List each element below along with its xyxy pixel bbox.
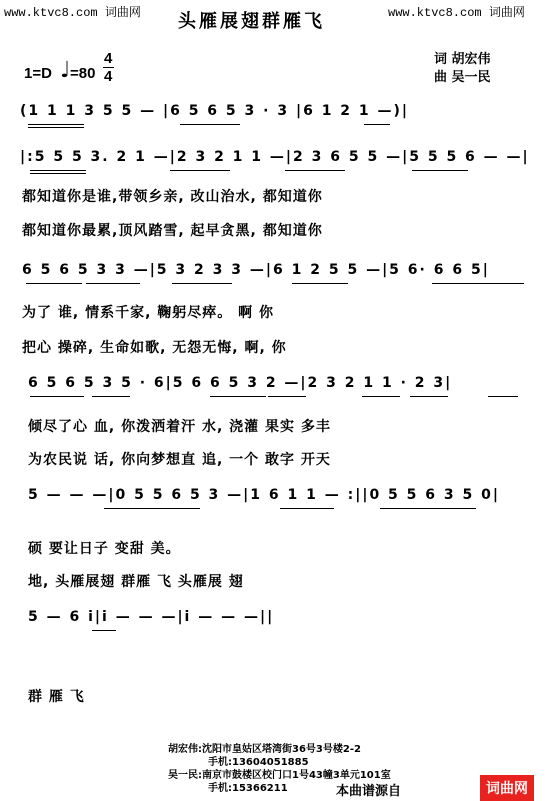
score-row-6: 5 — 6 i|i — — —|i — — —|| bbox=[28, 609, 275, 625]
composer-credit: 曲 吴一民 bbox=[434, 70, 491, 85]
lyrics-verse2-line4: 地, 头雁展翅 群雁 飞 头雁展 翅 bbox=[28, 574, 244, 590]
site-url-right: www.ktvc8.com 词曲网 bbox=[388, 6, 525, 20]
site-url-left: www.ktvc8.com 词曲网 bbox=[4, 6, 141, 20]
lyrics-verse1-line4: 硕 要让日子 变甜 美。 bbox=[28, 541, 181, 557]
contact-composer-phone: 手机:15366211 bbox=[208, 783, 288, 794]
lyrics-verse2-line3: 为农民说 话, 你向梦想直 追, 一个 敢字 开天 bbox=[28, 452, 331, 468]
brand-logo: 词曲网 bbox=[480, 775, 534, 801]
lyrics-verse2-line1: 都知道你最累,顶风踏雪, 起早贪黑, 都知道你 bbox=[22, 223, 323, 239]
lyrics-final-line: 群 雁 飞 bbox=[28, 689, 85, 705]
contact-composer: 吴一民:南京市鼓楼区校门口1号43幢3单元101室 bbox=[168, 770, 391, 781]
song-title: 头雁展翅群雁飞 bbox=[178, 11, 325, 32]
time-signature-bottom: 4 bbox=[104, 68, 113, 85]
lyrics-verse2-line2: 把心 操碎, 生命如歌, 无怨无悔, 啊, 你 bbox=[22, 340, 287, 356]
score-row-5: 5 — — —|0 5 5 6 5 3 —|1 6 1 1 — :||0 5 5 6 3 5 0| bbox=[28, 487, 500, 503]
contact-lyricist: 胡宏伟:沈阳市皇姑区塔湾街36号3号楼2-2 bbox=[168, 744, 361, 755]
score-row-1: (1 1 1 3 5 5 — |6 5 6 5 3 · 3 |6 1 2 1 —)| bbox=[20, 103, 410, 119]
time-signature-top: 4 bbox=[104, 50, 113, 67]
tempo-value: =80 bbox=[70, 65, 96, 82]
score-row-4: 6 5 6 5 3 5 · 6|5 6 6 5 3 2 —|2 3 2 1 1 · 2 3| bbox=[28, 375, 453, 391]
score-row-3: 6 5 6 5 3 3 —|5 3 2 3 3 —|6 1 2 5 5 —|5 6· 6 6 5| bbox=[22, 262, 490, 278]
score-row-2: |:5 5 5 3. 2 1 —|2 3 2 1 1 —|2 3 6 5 5 —|5 5 5 6 — —| bbox=[20, 149, 530, 165]
quarter-note-icon: ♩ bbox=[60, 58, 71, 83]
key-signature: 1=D bbox=[24, 65, 52, 82]
contact-lyricist-phone: 手机:13604051885 bbox=[208, 757, 309, 768]
source-label: 本曲谱源自 bbox=[336, 784, 402, 799]
lyrics-verse1-line2: 为了 谁, 情系千家, 鞠躬尽瘁。 啊 你 bbox=[22, 305, 275, 321]
lyricist-credit: 词 胡宏伟 bbox=[434, 52, 491, 67]
lyrics-verse1-line1: 都知道你是谁,带领乡亲, 改山治水, 都知道你 bbox=[22, 189, 323, 205]
lyrics-verse1-line3: 倾尽了心 血, 你泼洒着汗 水, 浇灌 果实 多丰 bbox=[28, 419, 331, 435]
